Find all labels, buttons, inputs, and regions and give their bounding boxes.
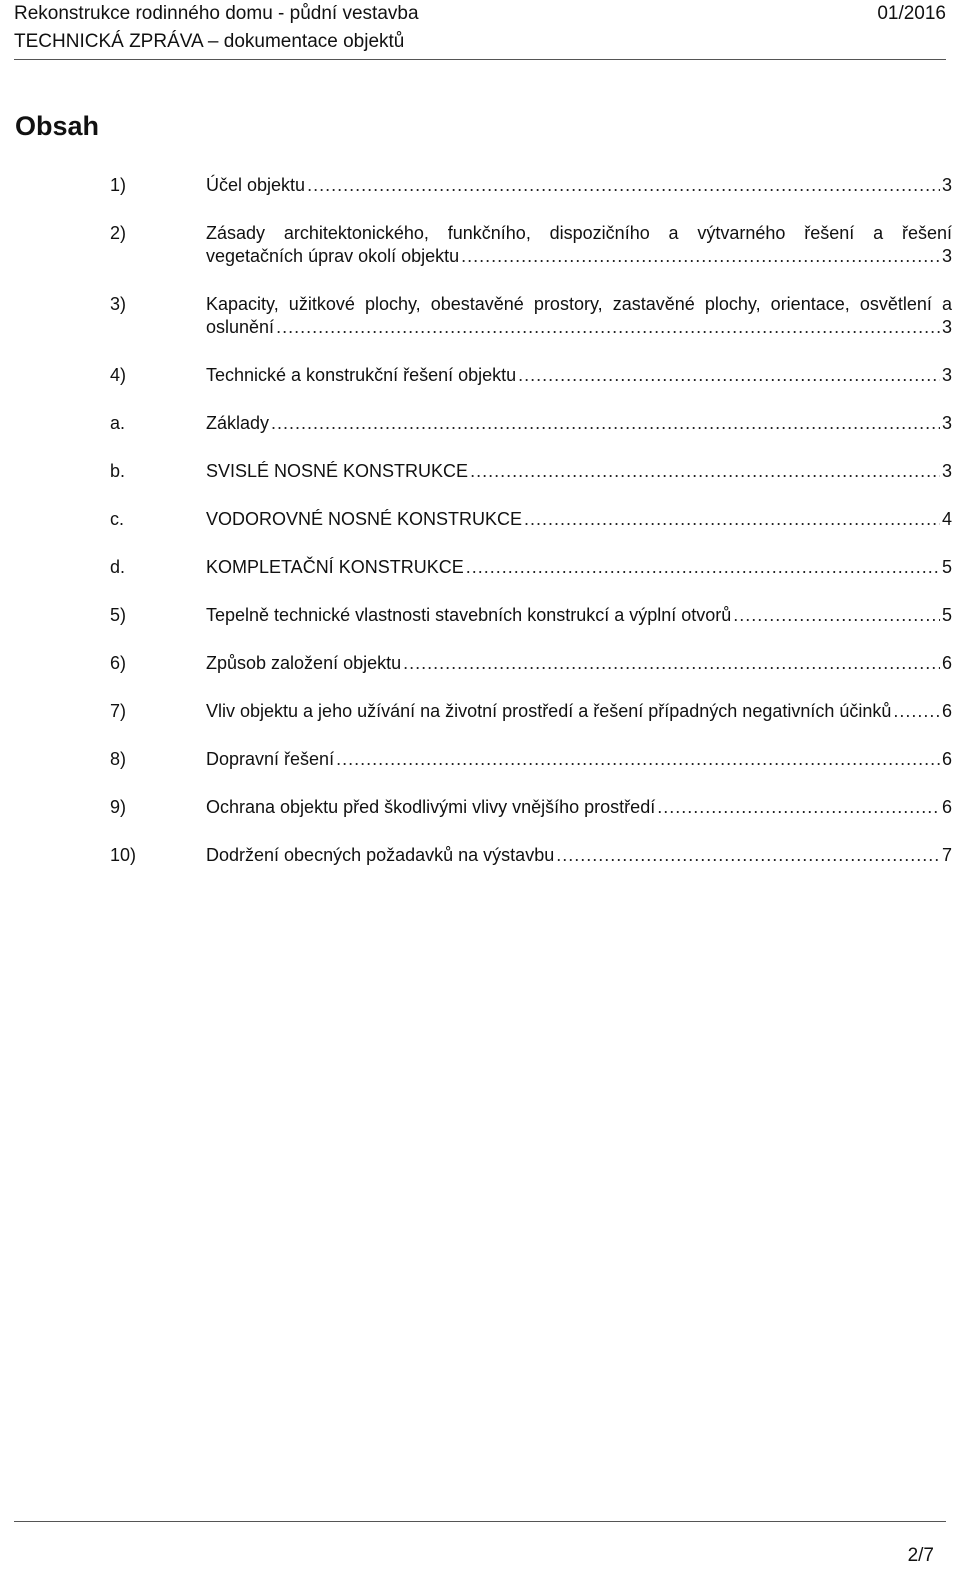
toc-entry-line [206,508,952,531]
toc-entry-line [206,316,952,339]
toc-dot-leader [461,245,940,268]
toc-dot-leader [466,556,940,579]
toc-entry-line [206,604,952,627]
toc-dot-leader [336,748,940,771]
toc-entry-line [206,364,952,387]
toc-entry-line [206,174,952,197]
toc-entry[interactable] [110,168,952,216]
toc-entry-title: vegetačních úprav okolí objektu [206,246,460,266]
toc-dot-leader [403,652,940,675]
toc-dot-leader [470,460,940,483]
toc-entry-text [206,604,952,627]
toc-entry-line [206,245,952,268]
toc-entry-page: 6 [941,749,952,769]
toc-entry-number: c. [110,509,125,529]
toc-dot-leader [524,508,940,531]
toc-entry-text [206,222,952,268]
toc-entry-line [206,844,952,867]
toc-entry-text [206,174,952,197]
toc-entry-text [206,364,952,387]
toc-entry-text [206,700,952,723]
toc-entry-text [206,412,952,435]
toc-entry[interactable] [110,790,952,838]
toc-entry-title: Dodržení obecných požadavků na výstavbu [206,845,555,865]
project-title: Rekonstrukce rodinného domu - půdní vestavba [14,3,419,24]
toc-entry-title: KOMPLETAČNÍ KONSTRUKCE [206,557,464,577]
toc-dot-leader [657,796,940,819]
toc-entry-text [206,460,952,483]
toc-entry-title: Ochrana objektu před škodlivými vlivy vnějšího prostředí [206,797,656,817]
toc-entry-page: 6 [941,653,952,673]
toc-entry-number: 9) [110,797,127,817]
toc-entry-title: VODOROVNÉ NOSNÉ KONSTRUKCE [206,509,523,529]
toc-entry-number: 7) [110,701,127,721]
toc-entry-title: Technické a konstrukční řešení objektu [206,365,517,385]
toc-entry-line [206,748,952,771]
toc-entry[interactable] [110,598,952,646]
toc-entry-text [206,748,952,771]
toc-entry-number: 4) [110,365,127,385]
toc-entry-text [206,652,952,675]
toc-entry-page: 3 [941,317,952,337]
toc-entry-text [206,293,952,339]
toc-entry-title: Vliv objektu a jeho užívání na životní prostředí a řešení případných negativních účinků [206,701,892,721]
toc-entry-number: 10) [110,845,137,865]
toc-dot-leader [271,412,940,435]
table-of-contents [110,168,952,886]
toc-entry-page: 5 [941,605,952,625]
toc-entry-page: 7 [941,845,952,865]
toc-entry[interactable] [110,742,952,790]
document-subtitle: TECHNICKÁ ZPRÁVA – dokumentace objektů [14,31,405,52]
toc-dot-leader [556,844,940,867]
toc-entry-page: 3 [941,246,952,266]
page-number: 2/7 [907,1545,934,1566]
toc-entry-number: 6) [110,653,127,673]
toc-entry[interactable] [110,838,952,886]
toc-entry-title: Tepelně technické vlastnosti stavebních konstrukcí a výplní otvorů [206,605,732,625]
toc-entry-number: 5) [110,605,127,625]
page-header [14,0,946,60]
toc-entry-line [206,700,952,723]
toc-entry-number: a. [110,413,126,433]
page-footer [14,1521,946,1591]
toc-entry-line [206,460,952,483]
toc-entry-page: 3 [941,461,952,481]
toc-entry-title: oslunění [206,317,275,337]
toc-dot-leader [276,316,940,339]
toc-entry-first-line: Zásady architektonického, funkčního, dispozičního a výtvarného řešení a řešení [206,223,952,243]
toc-entry-page: 3 [941,413,952,433]
toc-dot-leader [733,604,940,627]
toc-entry[interactable] [110,454,952,502]
toc-dot-leader [893,700,940,723]
toc-entry-title: Základy [206,413,270,433]
toc-entry-text [206,796,952,819]
toc-entry[interactable] [110,646,952,694]
toc-entry-page: 6 [941,701,952,721]
toc-entry-page: 3 [941,175,952,195]
toc-entry-text [206,556,952,579]
toc-entry-number: 2) [110,223,127,243]
toc-entry[interactable] [110,358,952,406]
toc-entry[interactable] [110,287,952,358]
toc-entry-number: b. [110,461,126,481]
toc-entry-page: 5 [941,557,952,577]
toc-entry[interactable] [110,694,952,742]
toc-entry-page: 6 [941,797,952,817]
header-line-2 [14,28,946,56]
toc-entry[interactable] [110,406,952,454]
toc-entry-title: Způsob založení objektu [206,653,402,673]
toc-entry-title: SVISLÉ NOSNÉ KONSTRUKCE [206,461,469,481]
toc-entry-text [206,844,952,867]
toc-entry-title: Dopravní řešení [206,749,335,769]
toc-entry-text [206,508,952,531]
toc-entry-page: 4 [941,509,952,529]
toc-dot-leader [518,364,940,387]
toc-entry-number: 1) [110,175,127,195]
toc-entry-title: Účel objektu [206,175,306,195]
toc-entry[interactable] [110,502,952,550]
toc-entry-line [206,796,952,819]
toc-entry-first-line: Kapacity, užitkové plochy, obestavěné prostory, zastavěné plochy, orientace, osvětlení a [206,294,952,314]
toc-entry-number: 8) [110,749,127,769]
toc-heading: Obsah [15,111,100,141]
toc-entry-line [206,652,952,675]
toc-entry-line [206,556,952,579]
document-date: 01/2016 [877,3,946,24]
toc-entry-number: 3) [110,294,127,314]
toc-entry[interactable] [110,216,952,287]
toc-entry-number: d. [110,557,126,577]
toc-entry-page: 3 [941,365,952,385]
toc-dot-leader [307,174,940,197]
header-line-1 [14,0,946,28]
toc-entry-line [206,412,952,435]
toc-entry[interactable] [110,550,952,598]
